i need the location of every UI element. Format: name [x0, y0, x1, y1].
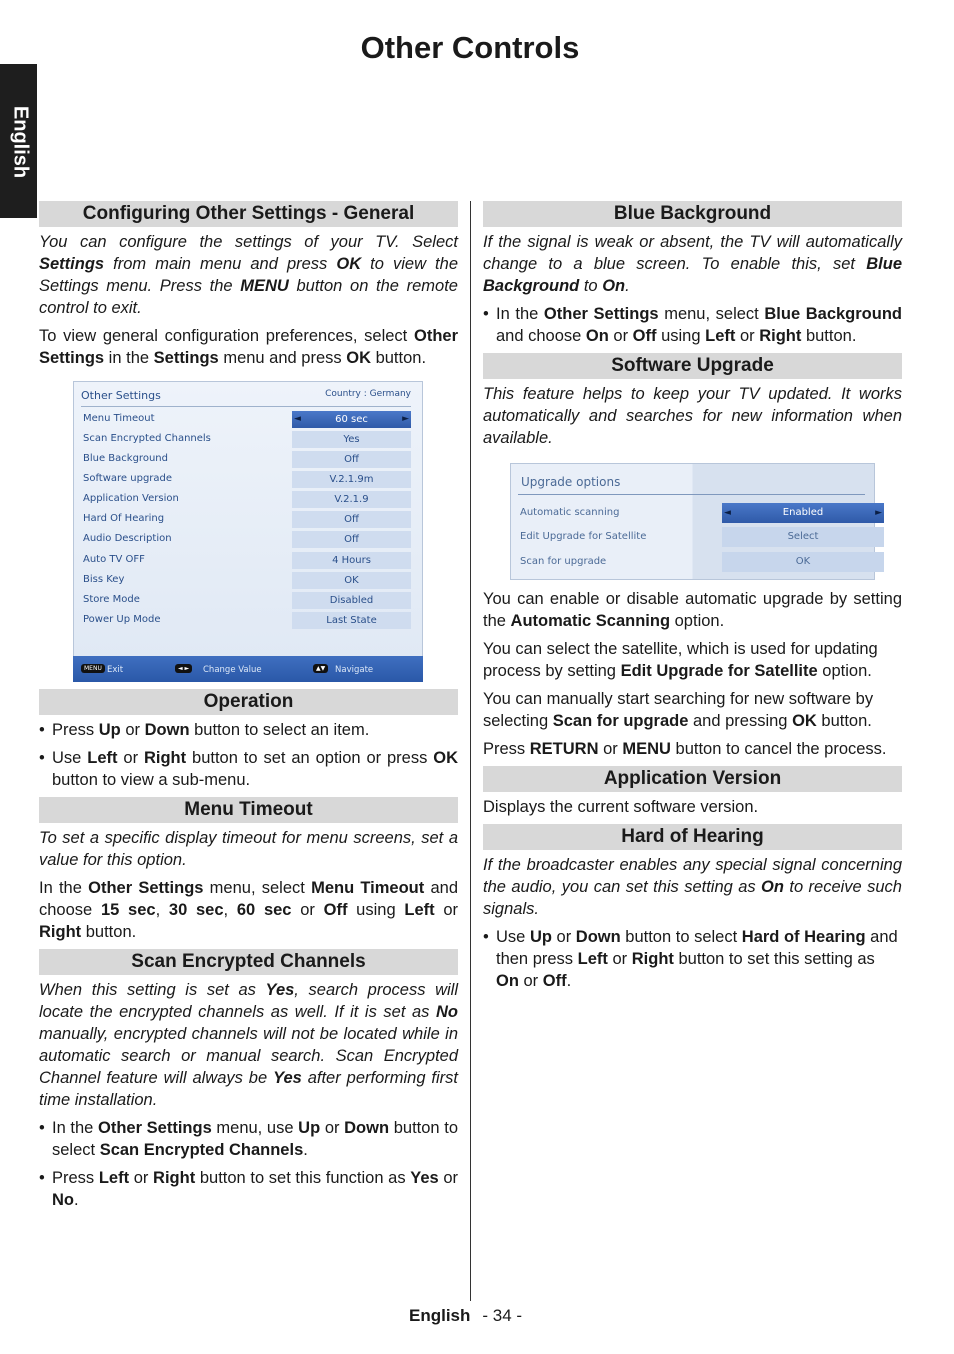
list-item: • Use Left or Right button to set an option or press OK button to view a sub-menu.	[39, 747, 458, 791]
screenshot-country: Country : Germany	[325, 389, 411, 399]
page-number: - 34 -	[482, 1306, 523, 1325]
hard-of-hearing-list	[483, 926, 902, 992]
blue-background-intro: If the signal is weak or absent, the TV will automatically change to a blue screen. To enable this, set Blue Background to On.	[483, 233, 902, 295]
section-heading-blue-background: Blue Background	[483, 201, 902, 227]
page-title: Other Controls	[360, 30, 580, 65]
navigate-label: Navigate	[335, 665, 374, 675]
screenshot-header: Other Settings	[81, 389, 161, 402]
scan-encrypted-list	[39, 1117, 458, 1211]
menu-row: Hard Of Hearing Off	[81, 511, 405, 529]
screenshot-rule	[81, 406, 411, 407]
scan-encrypted-intro: When this setting is set as Yes, search process will locate the encrypted channels as well. If it is set as No manually, encrypted channels will not be located while in automatic search or manual search. Scan Encrypted Channel feature will always be Yes after performing first time installation.	[39, 981, 458, 1109]
hard-of-hearing-intro: If the broadcaster enables any special signal concerning the audio, you can set this setting as On to receive such signals.	[483, 856, 902, 918]
column-divider	[470, 201, 471, 1301]
list-item: • In the Other Settings menu, use Up or Down button to select Scan Encrypted Channels.	[39, 1117, 458, 1161]
software-upgrade-intro: This feature helps to keep your TV updated. It works automatically and searches for new information when available.	[483, 385, 902, 447]
left-column	[39, 201, 458, 1217]
section-heading-application-version: Application Version	[483, 766, 902, 792]
other-settings-screenshot	[73, 381, 423, 682]
menu-row: Power Up Mode Last State	[81, 612, 405, 630]
menu-row: Store Mode Disabled	[81, 592, 405, 610]
software-upgrade-p2: You can enable or disable automatic upgrade by setting the Automatic Scanning option.	[483, 590, 902, 630]
section-heading-menu-timeout: Menu Timeout	[39, 797, 458, 823]
section-heading-scan-encrypted: Scan Encrypted Channels	[39, 949, 458, 975]
menu-key-icon: MENU	[81, 664, 105, 673]
screenshot-header: Upgrade options	[521, 475, 621, 489]
blue-background-list	[483, 303, 902, 347]
menu-row: Blue Background Off	[81, 451, 405, 469]
up-down-key-icon: ▲▼	[313, 664, 328, 673]
language-tab-label: English	[9, 105, 32, 179]
list-item: • Press Up or Down button to select an item.	[39, 719, 458, 741]
footer-language: English	[409, 1306, 471, 1325]
list-item: • Use Up or Down button to select Hard of Hearing and then press Left or Right button to set this setting as On or Off.	[483, 926, 902, 992]
section-heading-general: Configuring Other Settings - General	[39, 201, 458, 227]
menu-row: Audio Description Off	[81, 531, 405, 549]
section-heading-software-upgrade: Software Upgrade	[483, 353, 902, 379]
menu-row: Scan for upgrade OK	[520, 552, 875, 572]
menu-row: Edit Upgrade for Satellite Select	[520, 527, 875, 547]
language-tab	[0, 64, 37, 218]
menu-row: Automatic scanning ◄ Enabled ►	[520, 503, 875, 523]
section-heading-operation: Operation	[39, 689, 458, 715]
upgrade-options-screenshot	[510, 463, 875, 580]
operation-list	[39, 719, 458, 791]
section-heading-hard-of-hearing: Hard of Hearing	[483, 824, 902, 850]
general-intro: You can configure the settings of your TV. Select Settings from main menu and press OK to view the Settings menu. Press the MENU button on the remote control to exit.	[39, 233, 458, 317]
menu-row: Application Version V.2.1.9	[81, 491, 405, 509]
list-item: • In the Other Settings menu, select Blue Background and choose On or Off using Left or Right button.	[483, 303, 902, 347]
software-upgrade-p3: You can select the satellite, which is used for updating process by setting Edit Upgrade for Satellite option.	[483, 640, 878, 680]
menu-row: Menu Timeout ◄ 60 sec ►	[81, 411, 405, 429]
menu-row: Software upgrade V.2.1.9m	[81, 471, 405, 489]
menu-timeout-intro: To set a specific display timeout for menu screens, set a value for this option.	[39, 829, 458, 869]
software-upgrade-p5: Press RETURN or MENU button to cancel the process.	[483, 740, 887, 758]
software-upgrade-p4: You can manually start searching for new software by selecting Scan for upgrade and pressing OK button.	[483, 690, 874, 730]
left-right-key-icon: ◄ ►	[175, 664, 192, 673]
exit-label: Exit	[107, 665, 124, 675]
page-footer	[409, 1306, 522, 1326]
menu-timeout-instructions: In the Other Settings menu, select Menu Timeout and choose 15 sec, 30 sec, 60 sec or Off using Left or Right button.	[39, 879, 459, 941]
screenshot-footer	[73, 656, 423, 682]
right-column	[483, 201, 902, 998]
menu-row: Auto TV OFF 4 Hours	[81, 552, 405, 570]
application-version-text: Displays the current software version.	[483, 798, 759, 816]
list-item: • Press Left or Right button to set this function as Yes or No.	[39, 1167, 458, 1211]
menu-row: Scan Encrypted Channels Yes	[81, 431, 405, 449]
change-value-label: Change Value	[203, 665, 262, 675]
general-instructions: To view general configuration preferences, select Other Settings in the Settings menu and press OK button.	[39, 327, 458, 367]
screenshot-rule	[518, 494, 865, 495]
menu-row: Biss Key OK	[81, 572, 405, 590]
